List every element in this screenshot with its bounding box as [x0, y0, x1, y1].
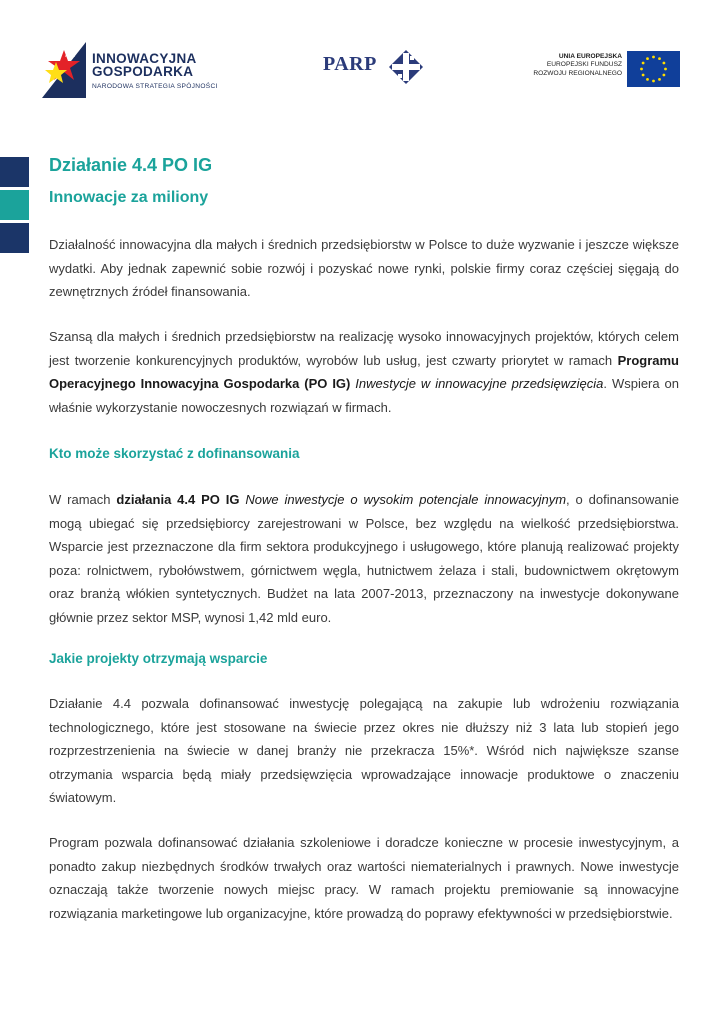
paragraph-eligibility: [49, 488, 679, 629]
section-heading-projects: Jakie projekty otrzymają wsparcie: [49, 651, 268, 666]
ig-star-emblem-icon: [40, 40, 88, 98]
eu-logo-line2: EUROPEJSKI FUNDUSZ: [546, 61, 622, 69]
document-subtitle: Innowacje za miliony: [49, 189, 209, 206]
measure-title-italic: Nowe inwestycje o wysokim potencjale innowacyjnym: [245, 492, 567, 507]
program-name-bold: Programu Operacyjnego Innowacyjna Gospodarka (PO IG): [49, 352, 679, 391]
paragraph-priority-text-2: . Wspiera on właśnie wykorzystanie nowoczesnych rozwiązań w firmach.: [49, 376, 679, 415]
side-accent-bar-navy-bottom: [0, 223, 29, 253]
eu-logo-line1: UNIA EUROPEJSKA: [558, 53, 622, 60]
parp-diamond-icon: [386, 50, 426, 84]
priority-name-italic: Inwestycje w innowacyjne przedsięwzięcia: [355, 376, 604, 391]
paragraph-eligibility-text-2: , o dofinansowanie mogą ubiegać się przedsiębiorcy zarejestrowani w Polsce, bez względu na wielkość przedsiębiorstwa. Wsparcie jest przeznaczone dla firm sektora produkcyjnego i usługowego, które planują realizować projekty poza: rolnictwem, rybołówstwem, górnictwem węgla, hutnictwem żelaza i stali, budownictwem okrętowym oraz branżą włókien syntetycznych. Budżet na lata 2007-2013, przeznaczony na inwestycje dokonywane głównie przez sektor MSP, wynosi 1,42 mld euro.: [49, 492, 679, 625]
eu-logo: [520, 51, 680, 87]
parp-logo-text: PARP: [323, 53, 377, 75]
eu-flag-icon: [627, 51, 680, 87]
ig-logo-line1: INNOWACYJNA: [92, 51, 197, 66]
paragraph-intro: Działalność innowacyjna dla małych i średnich przedsiębiorstw w Polsce to duże wyzwanie i jeszcze większe wydatki. Aby jednak zapewnić sobie rozwój i pozyskać nowe rynki, polskie firmy coraz częściej sięgają do zewnętrznych źródeł finansowania.: [49, 237, 679, 299]
page-header: [0, 0, 722, 110]
ig-logo-line3: NARODOWA STRATEGIA SPÓJNOŚCI: [92, 83, 218, 90]
paragraph-projects: Działanie 4.4 pozwala dofinansować inwestycję polegającą na zakupie lub wdrożeniu rozwiązania technologicznego, które jest stosowane na świecie przez okres nie dłuższy niż 3 lata lub stopień jego rozprzestrzenienia na świecie w danej branży nie przekracza 15%*. Wśród nich największe szanse otrzymania wsparcia będą miały przedsięwzięcia wprowadzające innowacje produktowe o znaczeniu światowym.: [49, 696, 679, 805]
measure-name-bold: działania 4.4 PO IG: [116, 492, 240, 507]
document-title: Działanie 4.4 PO IG: [49, 155, 213, 175]
paragraph-priority-text-1: Szansą dla małych i średnich przedsiębiorstw na realizację wysoko innowacyjnych projektów, których celem jest tworzenie konkurencyjnych produktów, wyrobów lub usług, jest czwarty priorytet w ramach: [49, 329, 679, 368]
innowacyjna-gospodarka-logo: [40, 40, 230, 98]
paragraph-program: Program pozwala dofinansować działania szkoleniowe i doradcze konieczne w procesie inwestycyjnym, a ponadto zakup niezbędnych środków trwałych oraz wartości niematerialnych i prawnych. Nowe inwestycje oznaczają także tworzenie nowych miejsc pracy. W ramach projektu premiowanie są innowacyjne rozwiązania marketingowe lub organizacyjne, które prowadzą do poprawy efektywności w przedsiębiorstwie.: [49, 835, 679, 921]
side-accent-bar-navy-top: [0, 157, 29, 187]
paragraph-eligibility-text-1: W ramach: [49, 492, 117, 507]
paragraph-priority: [49, 325, 679, 419]
side-accent-bar-teal: [0, 190, 29, 220]
parp-logo: [323, 50, 433, 84]
ig-logo-line2: GOSPODARKA: [92, 64, 194, 79]
section-heading-eligibility: Kto może skorzystać z dofinansowania: [49, 446, 300, 461]
eu-logo-line3: ROZWOJU REGIONALNEGO: [533, 69, 622, 77]
